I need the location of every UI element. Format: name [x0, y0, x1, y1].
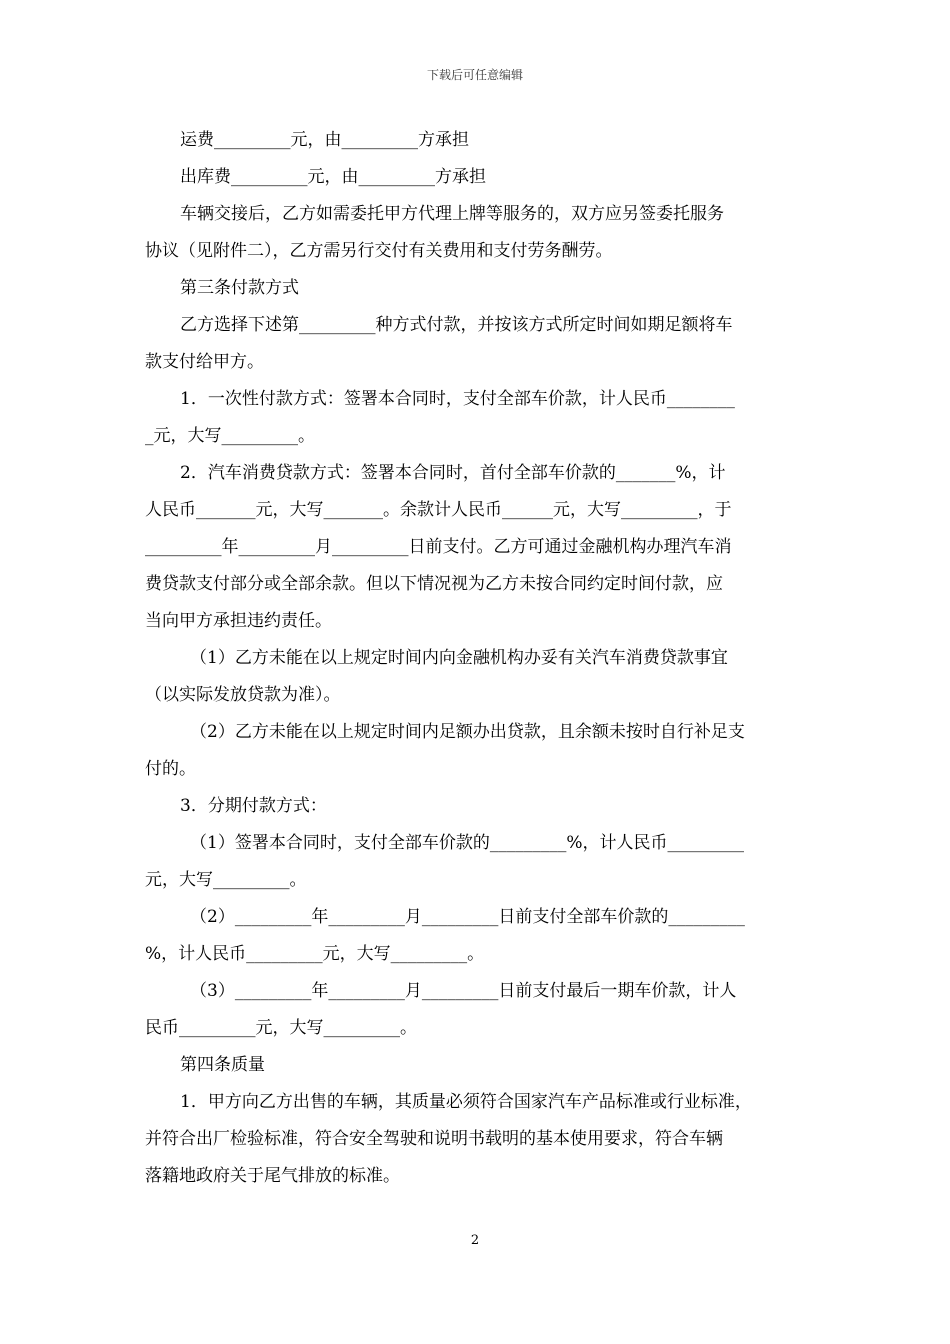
paragraph-line: 费贷款支付部分或全部余款。但以下情况视为乙方未按合同约定时间付款，应: [145, 574, 723, 594]
paragraph-line: 3．分期付款方式：: [180, 796, 327, 816]
paragraph-line: 乙方选择下述第_________种方式付款，并按该方式所定时间如期足额将车: [180, 315, 733, 335]
paragraph-line: _元，大写_________。: [145, 426, 315, 446]
paragraph-line: 出库费_________元，由_________方承担: [180, 167, 486, 187]
paragraph-line: （以实际发放贷款为准）。: [145, 685, 341, 705]
paragraph-line: （3）_________年_________月_________日前支付最后一期车价款，计人: [190, 981, 737, 1001]
paragraph-line: %，计人民币_________元，大写_________。: [145, 944, 485, 964]
paragraph-line: 付的。: [145, 759, 196, 779]
document-body: [145, 122, 807, 1195]
paragraph-line: 第四条质量: [180, 1055, 265, 1075]
paragraph-line: 协议（见附件二），乙方需另行交付有关费用和支付劳务酬劳。: [145, 241, 613, 261]
paragraph-line: 车辆交接后，乙方如需委托甲方代理上牌等服务的，双方应另签委托服务: [180, 204, 724, 224]
paragraph-line: 款支付给甲方。: [145, 352, 264, 372]
paragraph-line: 当向甲方承担违约责任。: [145, 611, 332, 631]
paragraph-line: _________年_________月_________日前支付。乙方可通过金融机构办理汽车消: [145, 537, 732, 557]
page-number: 2: [470, 1233, 480, 1248]
paragraph-line: 第三条付款方式: [180, 278, 299, 298]
paragraph-line: （1）签署本合同时，支付全部车价款的_________%，计人民币_________: [190, 833, 744, 853]
paragraph-line: 民币_________元，大写_________。: [145, 1018, 417, 1038]
paragraph-line: 并符合出厂检验标准，符合安全驾驶和说明书载明的基本使用要求，符合车辆: [145, 1129, 723, 1149]
paragraph-line: 1．一次性付款方式：签署本合同时，支付全部车价款，计人民币________: [180, 389, 735, 409]
paragraph-line: （2）乙方未能在以上规定时间内足额办出贷款，且余额未按时自行补足支: [190, 722, 745, 742]
paragraph-line: 2．汽车消费贷款方式：签署本合同时，首付全部车价款的_______%，计: [180, 463, 726, 483]
paragraph-line: 运费_________元，由_________方承担: [180, 130, 469, 150]
paragraph-line: （2）_________年_________月_________日前支付全部车价款的_________: [190, 907, 745, 927]
paragraph-line: 落籍地政府关于尾气排放的标准。: [145, 1166, 400, 1186]
page-header: 下载后可任意编辑: [426, 68, 523, 82]
paragraph-line: （1）乙方未能在以上规定时间内向金融机构办妥有关汽车消费贷款事宜: [190, 648, 728, 668]
paragraph-line: 1．甲方向乙方出售的车辆，其质量必须符合国家汽车产品标准或行业标准，: [180, 1092, 752, 1112]
paragraph-line: 元，大写_________。: [145, 870, 307, 890]
paragraph-line: 人民币_______元，大写_______。余款计人民币______元，大写_________，于: [145, 500, 732, 520]
